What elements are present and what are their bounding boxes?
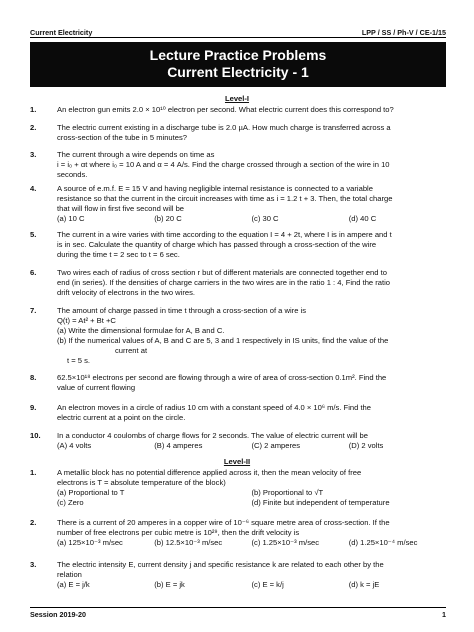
question-10 [30,431,446,451]
level-heading-1: Level-I [224,94,250,103]
question-text: The electric intensity E, current density j and specific resistance k are related to each other by the [57,560,384,569]
question-8 [30,373,446,393]
option-b: (b) E = jk [154,580,185,589]
question-text: current at [115,346,148,355]
question-part-b: (b) If the numerical values of A, B and C are 5, 3 and 1 respectively in IS units, find the value of the [57,336,389,345]
level2-question-1 [30,468,446,508]
question-4 [30,184,446,224]
question-text: number of free electrons per cubic metre is 10²⁹, then the drift velocity is [57,528,300,537]
question-number: 3. [30,150,37,159]
header-subject: Current Electricity [30,27,93,37]
question-1 [30,105,446,115]
footer-session: Session 2019-20 [30,609,86,619]
question-text: A source of e.m.f. E = 15 V and having negligible internal resistance is connected to a variable [57,184,373,193]
question-text: value of current flowing [57,383,136,392]
question-text: The amount of charge passed in time t through a cross-section of a wire is [57,306,307,315]
question-5 [30,230,446,260]
option-a: (a) Proportional to T [57,488,125,497]
option-c: (C) 2 amperes [251,441,301,450]
level2-question-2 [30,518,446,548]
option-a: (a) 125×10⁻³ m/sec [57,538,123,547]
question-number: 10. [30,431,41,440]
header-divider [30,37,446,38]
options-row [57,214,446,224]
option-b: (b) Proportional to √T [251,488,324,497]
question-text: An electron moves in a circle of radius 10 cm with a constant speed of 4.0 × 10⁶ m/s. Find the [57,403,371,412]
option-c: (c) 30 C [251,214,279,223]
question-text: relation [57,570,82,579]
question-number: 3. [30,560,37,569]
question-text: An electron gun emits 2.0 × 10¹⁰ electron per second. What electric current does this correspond to? [57,105,394,114]
question-text: during the time t = 2 sec to t = 6 sec. [57,250,180,259]
question-number: 4. [30,184,37,193]
option-a: (A) 4 volts [57,441,92,450]
question-number: 9. [30,403,37,412]
option-d: (D) 2 volts [348,441,384,450]
question-text: electrons is T = absolute temperature of the block) [57,478,226,487]
question-number: 7. [30,306,37,315]
option-d: (d) 1.25×10⁻⁴ m/sec [348,538,418,547]
question-number: 6. [30,268,37,277]
banner-subtitle: Current Electricity - 1 [167,64,309,80]
option-d: (d) k = jE [348,580,380,589]
title-banner [30,42,446,87]
question-text: The electric current existing in a discharge tube is 2.0 µA. How much charge is transferred across a [57,123,391,132]
question-number: 2. [30,123,37,132]
options-row [57,580,446,590]
option-b: (b) 12.5×10⁻³ m/sec [154,538,223,547]
question-text: cross-section of the tube in 5 minutes? [57,133,188,142]
option-b: (b) 20 C [154,214,182,223]
option-b: (B) 4 amperes [154,441,203,450]
option-d: (d) 40 C [348,214,377,223]
question-text: t = 5 s. [67,356,91,365]
question-text: i = i₀ + αt where i₀ = 10 A and α = 4 A/s. Find the charge crossed through a section of the wire in 10 [57,160,390,169]
option-c: (c) E = k/j [251,580,284,589]
question-text: is in sec. Calculate the quantity of charge which has passed through a cross-section of the wire [57,240,377,249]
level-heading-2: Level-II [223,457,251,466]
question-6 [30,268,446,298]
question-text: end (in series). If the densities of charge carriers in the two wires are in the ratio 1 : 4, Find the ratio [57,278,391,287]
options-row [57,441,446,451]
question-text: A metallic block has no potential difference applied across it, then the mean velocity of free [57,468,362,477]
question-text: electric current at a point on the circle. [57,413,186,422]
question-text: drift velocity of electrons in the two wires. [57,288,196,297]
question-number: 8. [30,373,37,382]
question-2 [30,123,446,143]
option-a: (a) E = j/k [57,580,90,589]
question-text: The current in a wire varies with time according to the equation I = 4 + 2t, where I is in ampere and t [57,230,392,239]
question-equation: Q(t) = At² + Bt +C [57,316,116,325]
option-a: (a) 10 C [57,214,85,223]
option-c: (c) 1.25×10⁻³ m/sec [251,538,320,547]
question-number: 1. [30,468,37,477]
options-row [57,538,446,548]
page-number: 1 [442,609,446,619]
options-row [57,498,446,508]
question-number: 2. [30,518,37,527]
page-footer [30,608,446,620]
header-code: LPP / SS / Ph-V / CE-1/15 [361,27,446,37]
question-text: The current through a wire depends on time as [57,150,215,159]
question-text: Two wires each of radius of cross section r but of different materials are connected together end to [57,268,387,277]
question-part-a: (a) Write the dimensional formulae for A, B and C. [57,326,225,335]
level2-question-3 [30,560,446,590]
question-text: that will flow in first five second will be [57,204,185,213]
option-d: (d) Finite but independent of temperature [251,498,390,507]
option-c: (c) Zero [57,498,84,507]
question-9 [30,403,446,423]
question-3 [30,150,446,180]
question-text: There is a current of 20 amperes in a copper wire of 10⁻⁶ square metre area of cross-section. If the [57,518,390,527]
question-7 [30,306,446,366]
banner-title: Lecture Practice Problems [149,47,327,63]
question-text: resistance so that the current in the circuit increases with time as i = 1.2 t + 3. Then, the total charge [57,194,393,203]
question-text: In a conductor 4 coulombs of charge flows for 2 seconds. The value of electric current will be [57,431,368,440]
question-text: 62.5×10¹⁸ electrons per second are flowing through a wire of area of cross-section 0.1m². Find the [57,373,387,382]
options-row [57,488,446,498]
question-text: seconds. [57,170,88,179]
question-number: 1. [30,105,37,114]
question-number: 5. [30,230,37,239]
